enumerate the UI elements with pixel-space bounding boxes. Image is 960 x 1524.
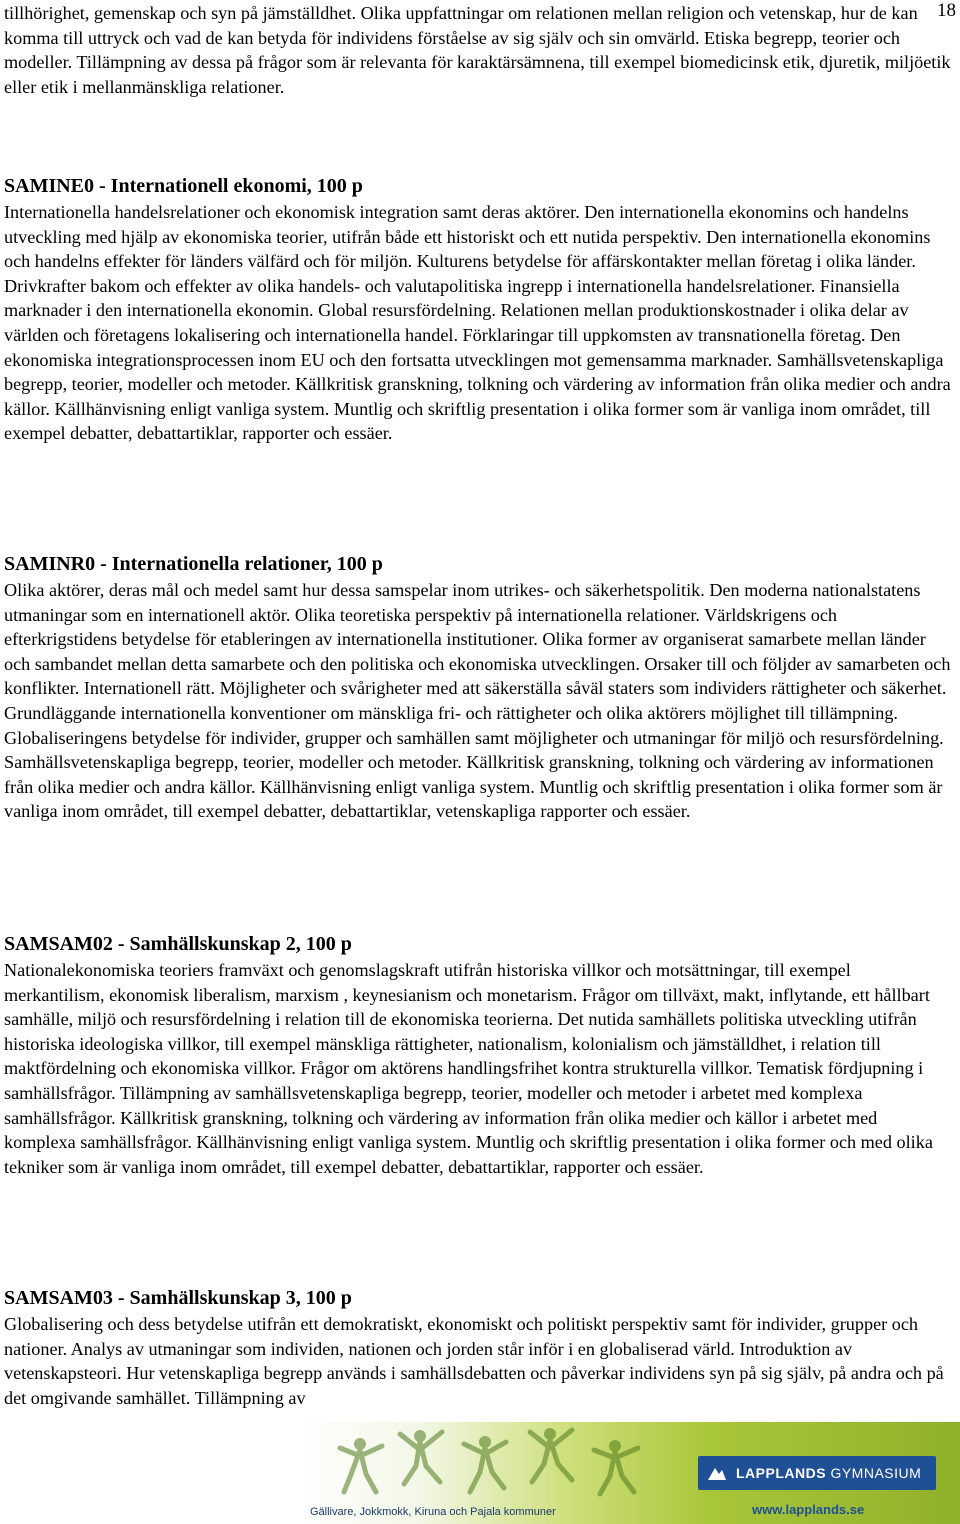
footer-url[interactable]: www.lapplands.se	[752, 1502, 865, 1517]
logo-text	[736, 1465, 921, 1481]
footer-banner	[300, 1422, 960, 1524]
section-body: Internationella handelsrelationer och ekonomisk integration samt deras aktörer. Den internationella ekonomins och handelns utveckling med hjälp av ekonomiska teorier, utifrån både ett historiskt och ett nutida perspektiv. Den internationella ekonomins och handelns effekter för länders välfärd och för miljön. Kulturens betydelse för affärskontakter mellan företag i olika länder. Drivkrafter bakom och effekter av olika handels- och valutapolitiska ingrepp i internationella handelsrelationer. Finansiella marknader i den internationella ekonomin. Global resursfördelning. Relationen mellan produktionskostnader i olika delar av världen och företagens lokalisering och internationella handel. Förklaringar till uppkomsten av transnationella företag. Den ekonomiska integrationsprocessen inom EU och den fortsatta utvecklingen mot gemensamma marknader. Samhällsvetenskapliga begrepp, teorier, modeller och metoder. Källkritisk granskning, tolkning och värdering av information från olika medier och andra källor. Källhänvisning enligt vanliga system. Muntlig och skriftlig presentation i olika former som är vanliga inom området, till exempel debatter, debattartiklar, rapporter och essäer.	[4, 202, 951, 444]
course-section-samine0	[4, 174, 952, 446]
page-number: 18	[937, 0, 956, 21]
section-title: SAMINE0 - Internationell ekonomi, 100 p	[4, 175, 363, 197]
section-title: SAMSAM03 - Samhällskunskap 3, 100 p	[4, 1287, 352, 1309]
footer-towns: Gällivare, Jokkmokk, Kiruna och Pajala kommuner	[310, 1506, 556, 1518]
section-body: Globalisering och dess betydelse utifrån ett demokratiskt, ekonomiskt och politiskt perspektiv samt för individer, grupper och nationer. Analys av utmaningar som individen, nationen och jorden står inför i en globaliserad värld. Introduktion av vetenskapsteori. Hur vetenskapliga begrepp används i samhällsdebatten och påverkar individens syn på sig själv, på andra och på det omgivande samhället. Tillämpning av	[4, 1314, 944, 1408]
mountain-icon	[706, 1462, 728, 1484]
course-section-saminr0	[4, 552, 952, 824]
logo-text-bold: LAPPLANDS	[736, 1465, 827, 1481]
lapplands-logo	[698, 1456, 936, 1490]
section-body: Nationalekonomiska teoriers framväxt och genomslagskraft utifrån historiska villkor och motsättningar, till exempel merkantilism, ekonomisk liberalism, marxism , keynesianism och monetarism. Frågor om tillväxt, makt, inflytande, ett hållbart samhälle, miljö och resursfördelning i relation till de ekonomiska teorierna. Det nutida samhällets politiska utveckling utifrån historiska ideologiska villkor, till exempel mänskliga rättigheter, nationalism, kolonialism och jämställdhet, i relation till maktfördelning och ekonomiska villkor. Frågor om aktörens handlingsfrihet kontra strukturella villkor. Tematisk fördjupning i samhällsfrågor. Tillämpning av samhällsvetenskapliga begrepp, teorier, modeller och metoder i arbetet med komplexa samhällsfrågor. Källkritisk granskning, tolkning och värdering av information från olika medier och källor i arbetet med komplexa samhällsfrågor. Källhänvisning enligt vanliga system. Muntlig och skriftlig presentation i olika former och med olika tekniker som är vanliga inom området, till exempel debatter, debattartiklar, rapporter och essäer.	[4, 960, 933, 1177]
section-title: SAMINR0 - Internationella relationer, 100 p	[4, 553, 383, 575]
document-body	[4, 0, 952, 1408]
course-section-samsam02	[4, 932, 952, 1179]
section-body: Olika aktörer, deras mål och medel samt hur dessa samspelar inom utrikes- och säkerhetspolitik. Den moderna nationalstatens utmaningar som en internationell aktör. Olika teoretiska perspektiv på internationella relationer. Världskrigens och efterkrigstidens betydelse för etableringen av internationella institutioner. Olika former av organiserat samarbete mellan länder och sambandet mellan detta samarbete och den politiska och ekonomiska utvecklingen. Orsaker till och följder av samarbeten och konflikter. Internationell rätt. Möjligheter och svårigheter med att säkerställa såväl staters som individers rättigheter och säkerhet. Grundläggande internationella konventioner om mänskliga fri- och rättigheter och olika aktörers möjlighet till tillämpning. Globaliseringens betydelse för individer, grupper och samhällen samt möjligheter och utmaningar för miljö och resursfördelning. Samhällsvetenskapliga begrepp, teorier, modeller och metoder. Källkritisk granskning, tolkning och värdering av informationen från olika medier och andra källor. Källhänvisning enligt vanliga system. Muntlig och skriftlig presentation i olika former som är vanliga inom området, till exempel debatter, debattartiklar, vetenskapliga rapporter och essäer.	[4, 580, 951, 822]
logo-text-thin: GYMNASIUM	[830, 1465, 922, 1481]
course-section-samsam03	[4, 1286, 952, 1410]
intro-paragraph: tillhörighet, gemenskap och syn på jämställdhet. Olika uppfattningar om relationen mellan religion och vetenskap, hur de kan komma till uttryck och vad de kan betyda för individens förståelse av sig själv och sin omvärld. Etiska begrepp, teorier och modeller. Tillämpning av dessa på frågor som är relevanta för karaktärsämnena, till exempel biomedicinsk etik, djuretik, miljöetik eller etik i mellanmänskliga relationer.	[4, 3, 951, 97]
section-title: SAMSAM02 - Samhällskunskap 2, 100 p	[4, 933, 352, 955]
